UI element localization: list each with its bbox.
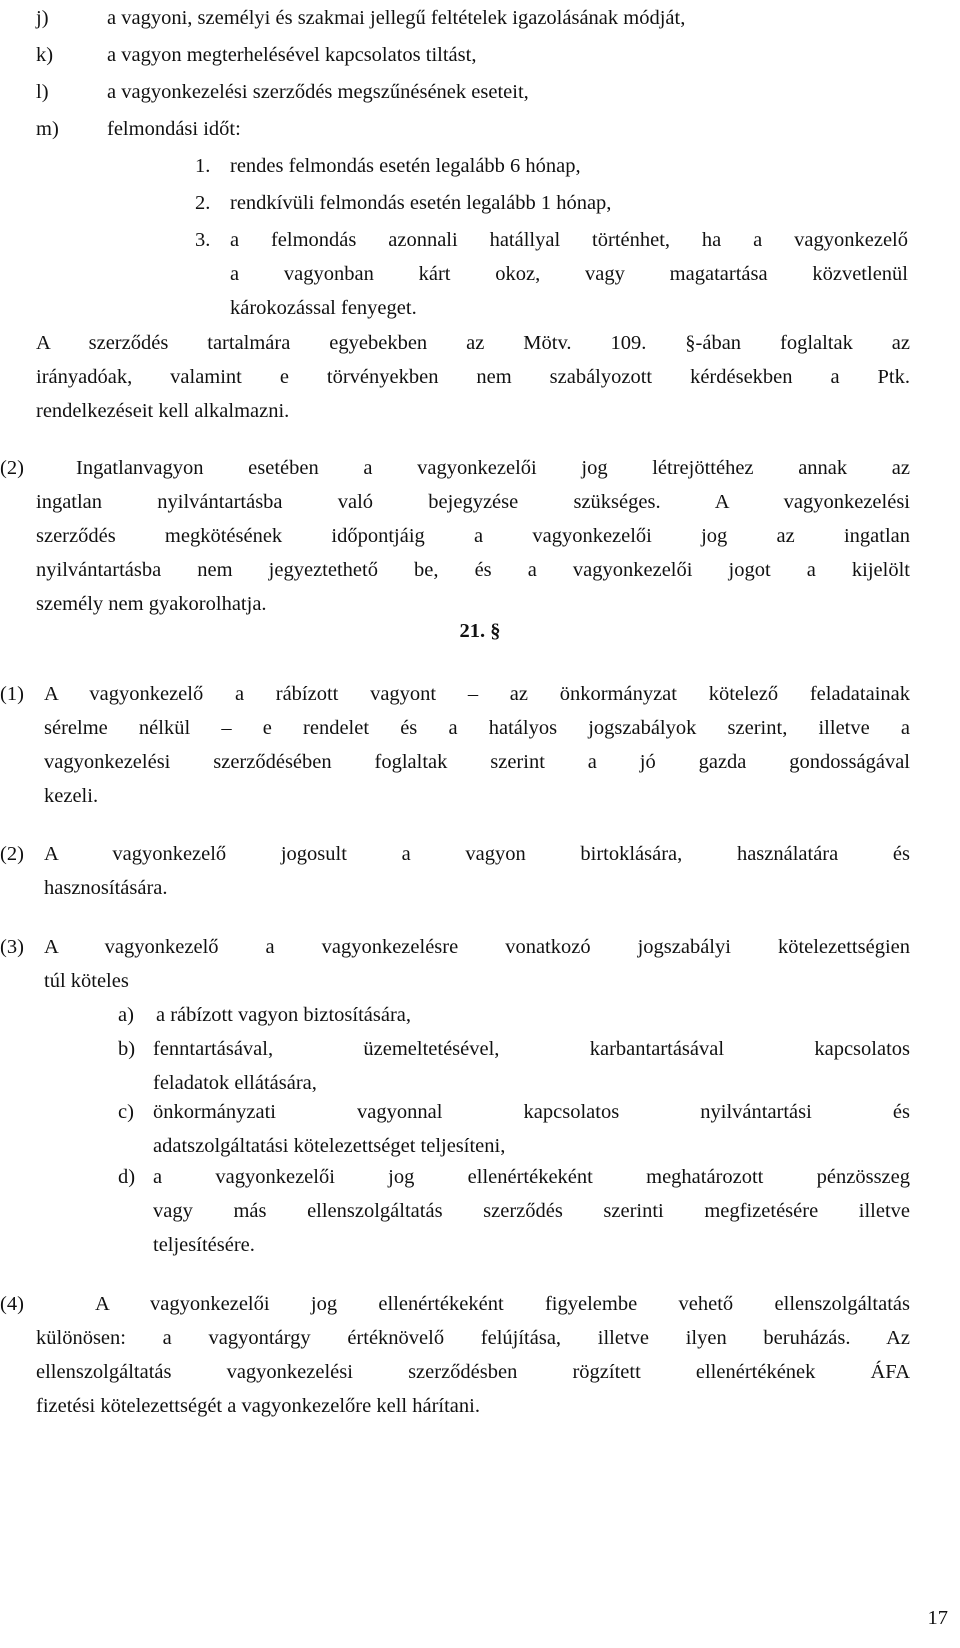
s3-d-line-3: teljesítésére. [153, 1234, 255, 1256]
notice-item-1: rendes felmondás esetén legalább 6 hónap, [230, 155, 581, 177]
s3-b-line-2: feladatok ellátására, [153, 1072, 317, 1094]
s4-line-4: fizetési kötelezettségét a vagyonkezelőre kell hárítani. [36, 1395, 480, 1417]
s3-a-label: a) [118, 1004, 134, 1026]
list-label-l: l) [36, 81, 49, 103]
s1-line-1: A vagyonkezelő a rábízott vagyont – az önkormányzat kötelező feladatainak [44, 683, 910, 705]
s3-label: (3) [0, 936, 24, 958]
para-2-line-3: szerződés megkötésének időpontjáig a vagyonkezelői jog az ingatlan [36, 525, 910, 547]
list-label-j: j) [36, 7, 49, 29]
list-item-m: felmondási időt: [107, 118, 241, 140]
s1-line-4: kezeli. [44, 785, 99, 807]
notice-label-2: 2. [195, 192, 211, 214]
para-2-line-2: ingatlan nyilvántartásba való bejegyzése szükséges. A vagyonkezelési [36, 491, 910, 513]
notice-label-1: 1. [195, 155, 211, 177]
list-item-j: a vagyoni, személyi és szakmai jellegű feltételek igazolásának módját, [107, 7, 686, 29]
page-number: 17 [927, 1607, 948, 1629]
s1-label: (1) [0, 683, 24, 705]
para-2-line-1: Ingatlanvagyon esetében a vagyonkezelői jog létrejöttéhez annak az [76, 457, 910, 479]
para-2-line-5: személy nem gyakorolhatja. [36, 593, 267, 615]
s3-b-line-1: fenntartásával, üzemeltetésével, karbantartásával kapcsolatos [153, 1038, 910, 1060]
s2-line-1: A vagyonkezelő jogosult a vagyon birtoklására, használatára és [44, 843, 910, 865]
s3-d-label: d) [118, 1166, 136, 1188]
s4-line-2: különösen: a vagyontárgy értéknövelő felújítása, illetve ilyen beruházás. Az [36, 1327, 910, 1349]
s3-line-1: A vagyonkezelő a vagyonkezelésre vonatkozó jogszabályi kötelezettségien [44, 936, 910, 958]
notice-label-3: 3. [195, 229, 211, 251]
section-title: 21. § [459, 620, 501, 642]
s4-line-1: A vagyonkezelői jog ellenértékeként figyelembe vehető ellenszolgáltatás [95, 1293, 910, 1315]
para-2-line-4: nyilvántartásba nem jegyeztethető be, és a vagyonkezelői jogot a kijelölt [36, 559, 910, 581]
s4-label: (4) [0, 1293, 24, 1315]
s3-d-line-1: a vagyonkezelői jog ellenértékeként meghatározott pénzösszeg [153, 1166, 910, 1188]
s3-c-line-2: adatszolgáltatási kötelezettséget teljesíteni, [153, 1135, 506, 1157]
s1-line-3: vagyonkezelési szerződésében foglaltak szerint a jó gazda gondosságával [44, 751, 910, 773]
contract-para-line-1: A szerződés tartalmára egyebekben az Mötv. 109. §-ában foglaltak az [36, 332, 910, 354]
list-item-l: a vagyonkezelési szerződés megszűnésének eseteit, [107, 81, 529, 103]
list-label-m: m) [36, 118, 59, 140]
s2-line-2: hasznosítására. [44, 877, 168, 899]
s1-line-2: sérelme nélkül – e rendelet és a hatályos jogszabályok szerint, illetve a [44, 717, 910, 739]
s3-c-line-1: önkormányzati vagyonnal kapcsolatos nyilvántartási és [153, 1101, 910, 1123]
s2-label: (2) [0, 843, 24, 865]
notice-item-3-line-1: a felmondás azonnali hatállyal történhet, ha a vagyonkezelő [230, 229, 908, 251]
s3-b-label: b) [118, 1038, 136, 1060]
para-2-label: (2) [0, 457, 24, 479]
contract-para-line-2: irányadóak, valamint e törvényekben nem szabályozott kérdésekben a Ptk. [36, 366, 910, 388]
contract-para-line-3: rendelkezéseit kell alkalmazni. [36, 400, 290, 422]
s4-line-3: ellenszolgáltatás vagyonkezelési szerződésben rögzített ellenértékének ÁFA [36, 1361, 910, 1383]
list-item-k: a vagyon megterhelésével kapcsolatos tiltást, [107, 44, 477, 66]
list-label-k: k) [36, 44, 54, 66]
notice-item-3-line-2: a vagyonban kárt okoz, vagy magatartása közvetlenül [230, 263, 908, 285]
notice-item-3-line-3: károkozással fenyeget. [230, 297, 417, 319]
notice-item-2: rendkívüli felmondás esetén legalább 1 hónap, [230, 192, 612, 214]
s3-a-line-1: a rábízott vagyon biztosítására, [156, 1004, 412, 1026]
s3-c-label: c) [118, 1101, 134, 1123]
s3-d-line-2: vagy más ellenszolgáltatás szerződés szerinti megfizetésére illetve [153, 1200, 910, 1222]
s3-line-2: túl köteles [44, 970, 129, 992]
